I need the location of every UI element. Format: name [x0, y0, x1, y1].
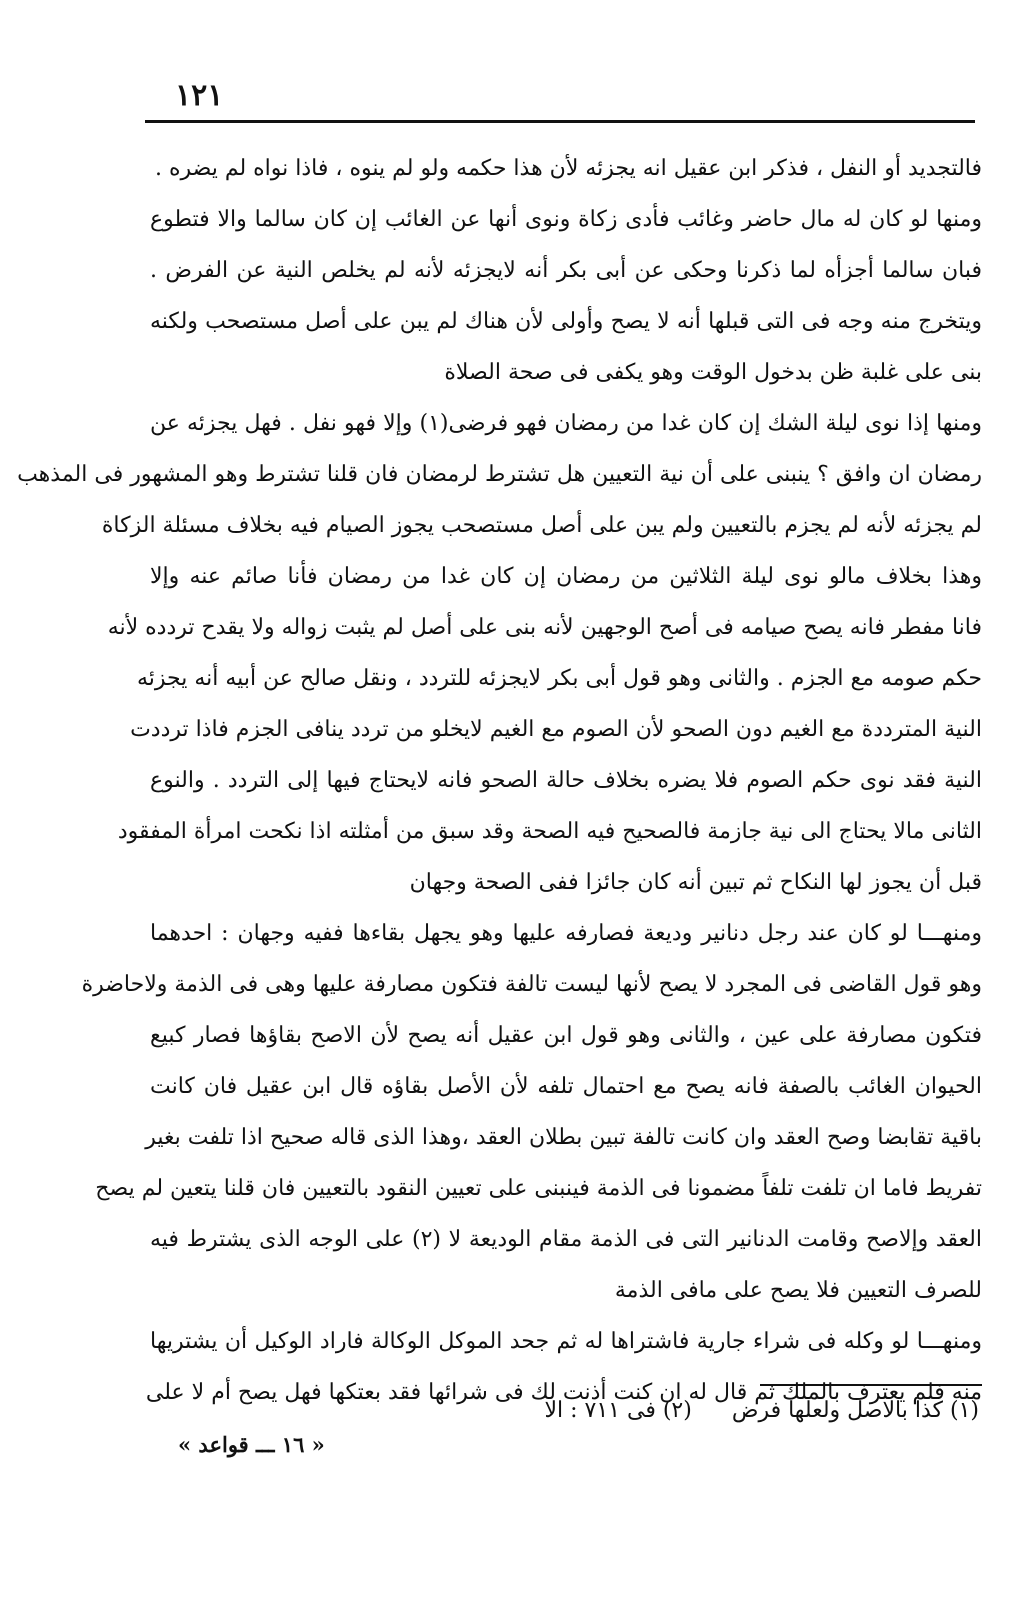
text-line: النية فقد نوى حكم الصوم فلا يضره بخلاف حالة الصحو فانه لايحتاج فيها إلى التردد . والنوع: [150, 768, 982, 793]
text-line: وهذا بخلاف مالو نوى ليلة الثلاثين من رمضان إن كان غدا من رمضان فأنا صائم عنه وإلا: [150, 564, 982, 589]
paragraph: [150, 194, 982, 398]
text-line: ومنها إذا نوى ليلة الشك إن كان غدا من رمضان فهو فرضى(١) وإلا فهو نفل . فهل يجزئه عن: [150, 411, 982, 436]
text-line: ويتخرج منه وجه فى التى قبلها أنه لا يصح وأولى لأن هناك لم يبن على أصل مستصحب ولكنه: [150, 309, 982, 334]
text-line: النية المترددة مع الغيم دون الصحو لأن الصوم مع الغيم لايخلو من تردد ينافى الجزم فاذا ترددت: [130, 717, 982, 742]
paragraph: [81, 908, 982, 1316]
text-line: رمضان ان وافق ؟ ينبنى على أن نية التعيين هل تشترط لرمضان فان قلنا تشترط وهو المشهور فى المذهب: [17, 462, 982, 487]
page-number: ١٢١: [175, 78, 224, 113]
footnote-1: (١) كذا بالاصل ولعلها فرض: [731, 1398, 979, 1423]
text-line: فبان سالما أجزأه لما ذكرنا وحكى عن أبى بكر أنه لايجزئه لأنه لم يخلص النية عن الفرض .: [150, 258, 982, 283]
text-line: الثانى مالا يحتاج الى نية جازمة فالصحيح فيه الصحة وقد سبق من أمثلته اذا نكحت امرأة المفقود: [117, 819, 982, 844]
text-line: ومنها لو كان له مال حاضر وغائب فأدى زكاة ونوى أنها عن الغائب إن كان سالما والا فتطوع: [150, 207, 982, 232]
text-line: فالتجديد أو النفل ، فذكر ابن عقيل انه يجزئه لأن هذا حكمه ولو لم ينوه ، فاذا نواه لم يضره .: [154, 156, 982, 181]
text-line: ومنهـــا لو كان عند رجل دنانير وديعة فصارفه عليها وهو يجهل بقاءها ففيه وجهان : احدهما: [150, 921, 982, 946]
printer-signature: « ١٦ ـــ قواعد »: [178, 1432, 325, 1457]
text-line: وهو قول القاضى فى المجرد لا يصح لأنها ليست تالفة فتكون مصارفة عليها وهى فى الذمة ولاحاضرة: [81, 972, 982, 997]
text-line: تفريط فاما ان تلفت تلفاً مضمونا فى الذمة فينبنى على تعيين النقود بالتعيين فان قلنا يتعين لم يصح: [95, 1176, 982, 1201]
text-line: حكم صومه مع الجزم . والثانى وهو قول أبى بكر لايجزئه للتردد ، ونقل صالح عن أبيه أنه يجزئه: [136, 666, 982, 691]
text-line: ومنهـــا لو وكله فى شراء جارية فاشتراها له ثم جحد الموكل الوكالة فاراد الوكيل أن يشتريها: [150, 1329, 982, 1354]
footnotes: [504, 1388, 979, 1434]
text-line: الحيوان الغائب بالصفة فانه يصح مع احتمال تلفه لأن الأصل بقاؤه قال ابن عقيل فان كانت: [150, 1074, 982, 1099]
text-line: بنى على غلبة ظن بدخول الوقت وهو يكفى فى صحة الصلاة: [444, 360, 982, 385]
footnote-2: (٢) فى ٧١١ : الا: [544, 1398, 692, 1423]
text-line: باقية تقابضا وصح العقد وان كانت تالفة تبين بطلان العقد ،وهذا الذى قاله صحيح اذا تلفت بغير: [145, 1125, 982, 1150]
text-line: فتكون مصارفة على عين ، والثانى وهو قول ابن عقيل أنه يصح لأن الاصح بقاؤها فصار كبيع: [150, 1023, 982, 1048]
text-line: فانا مفطر فانه يصح صيامه فى أصح الوجهين لأنه بنى على أصل لم يثبت زواله ولا يقدح تردده لأنه: [107, 615, 982, 640]
text-line: للصرف التعيين فلا يصح على مافى الذمة: [614, 1278, 982, 1303]
text-line: منه فلم يعترف بالملك ثم قال له ان كنت أذنت لك فى شرائها فقد بعتكها فهل يصح أم لا على: [145, 1380, 982, 1405]
text-line: العقد وإلاصح وقامت الدنانير التى فى الذمة مقام الوديعة لا (٢) على الوجه الذى يشترط فيه: [150, 1227, 982, 1252]
text-line: لم يجزئه لأنه لم يجزم بالتعيين ولم يبن على أصل مستصحب يجوز الصيام فيه بخلاف مسئلة الزكاة: [101, 513, 982, 538]
paragraph: [150, 143, 982, 194]
text-line: قبل أن يجوز لها النكاح ثم تبين أنه كان جائزا ففى الصحة وجهان: [409, 870, 982, 895]
main-text: [17, 143, 982, 1418]
header-rule: [145, 120, 975, 123]
paragraph: [17, 398, 982, 908]
footnote-separator: [760, 1384, 982, 1386]
